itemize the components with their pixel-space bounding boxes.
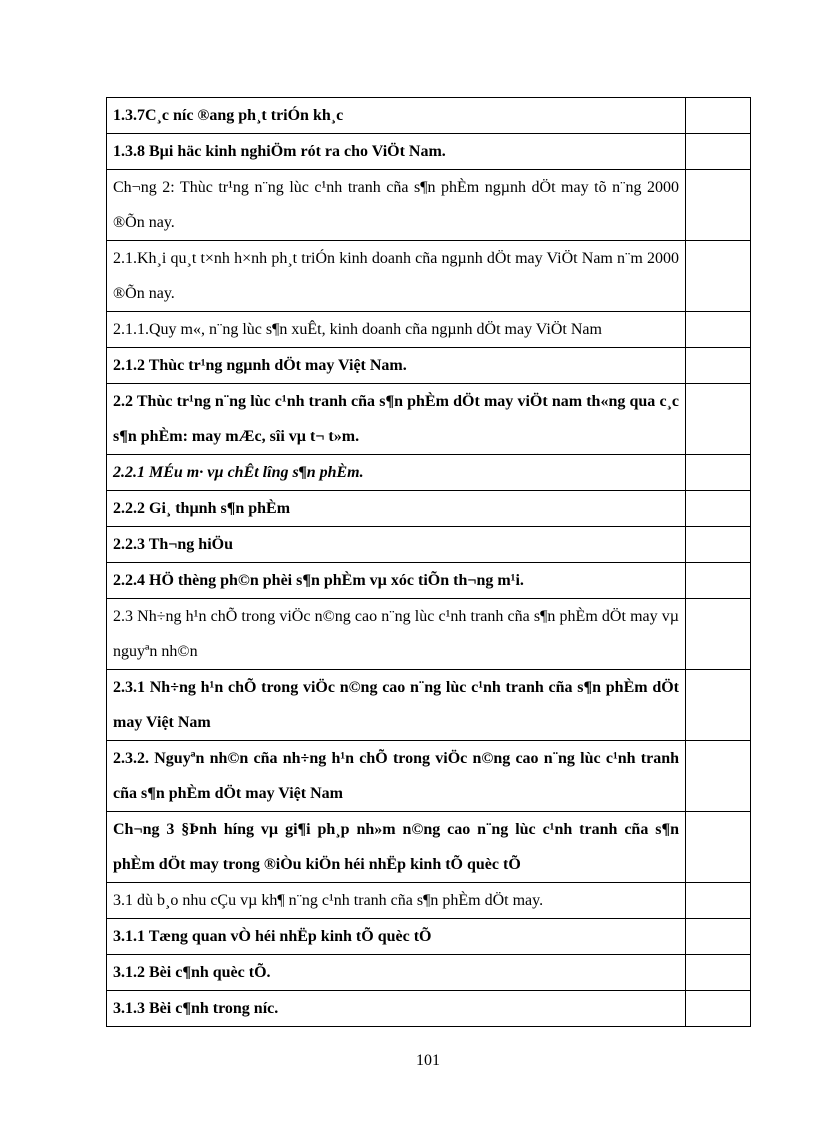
toc-entry-title: 2.1.1.Quy m«, n¨ng lùc s¶n xuÊt, kinh doanh cña ngµnh dÖt may ViÖt Nam bbox=[107, 312, 686, 348]
toc-entry-page bbox=[686, 812, 751, 883]
table-of-contents bbox=[106, 97, 751, 1027]
table-row bbox=[107, 991, 751, 1027]
table-row bbox=[107, 599, 751, 670]
toc-entry-page bbox=[686, 741, 751, 812]
toc-entry-page bbox=[686, 919, 751, 955]
table-row bbox=[107, 312, 751, 348]
toc-entry-page bbox=[686, 312, 751, 348]
toc-entry-title: 3.1 dù b¸o nhu cÇu vµ kh¶ n¨ng c¹nh tranh cña s¶n phÈm dÖt may. bbox=[107, 883, 686, 919]
table-row bbox=[107, 241, 751, 312]
toc-entry-title: 2.2.1 MÉu m· vµ chÊt lîng s¶n phÈm. bbox=[107, 455, 686, 491]
toc-entry-page bbox=[686, 241, 751, 312]
table-row bbox=[107, 955, 751, 991]
page-number: 101 bbox=[416, 1052, 440, 1069]
toc-entry-title: 2.3 Nh÷ng h¹n chÕ trong viÖc n©ng cao n¨ng lùc c¹nh tranh cña s¶n phÈm dÖt may vµ nguyªn nh©n bbox=[107, 599, 686, 670]
table-row bbox=[107, 455, 751, 491]
toc-entry-title: 1.3.8 Bµi häc kinh nghiÖm rót ra cho ViÖt Nam. bbox=[107, 134, 686, 170]
toc-entry-title: 1.3.7C¸c níc ®ang ph¸t triÓn kh¸c bbox=[107, 98, 686, 134]
toc-entry-page bbox=[686, 563, 751, 599]
toc-entry-title: 3.1.3 Bèi c¶nh trong níc. bbox=[107, 991, 686, 1027]
toc-entry-page bbox=[686, 991, 751, 1027]
toc-entry-title: 2.2 Thùc tr¹ng n¨ng lùc c¹nh tranh cña s¶n phÈm dÖt may viÖt nam th«ng qua c¸c s¶n phÈm: may mÆc, sîi vµ t¬ t»m. bbox=[107, 384, 686, 455]
toc-entry-title: 2.1.Kh¸i qu¸t t×nh h×nh ph¸t triÓn kinh doanh cña ngµnh dÖt may ViÖt Nam n¨m 2000 ®Õn nay. bbox=[107, 241, 686, 312]
table-row bbox=[107, 741, 751, 812]
table-row bbox=[107, 134, 751, 170]
toc-entry-title: 2.1.2 Thùc tr¹ng ngµnh dÖt may Việt Nam. bbox=[107, 348, 686, 384]
toc-entry-page bbox=[686, 527, 751, 563]
toc-entry-page bbox=[686, 455, 751, 491]
toc-entry-page bbox=[686, 599, 751, 670]
toc-entry-title: 2.2.2 Gi¸ thµnh s¶n phÈm bbox=[107, 491, 686, 527]
toc-entry-page bbox=[686, 384, 751, 455]
toc-entry-title: 2.3.2. Nguyªn nh©n cña nh÷ng h¹n chÕ trong viÖc n©ng cao n¨ng lùc c¹nh tranh cña s¶n phÈm dÖt may Việt Nam bbox=[107, 741, 686, 812]
table-row bbox=[107, 491, 751, 527]
table-row bbox=[107, 883, 751, 919]
table-row bbox=[107, 527, 751, 563]
table-row bbox=[107, 563, 751, 599]
toc-entry-page bbox=[686, 491, 751, 527]
table-row bbox=[107, 384, 751, 455]
table-row bbox=[107, 670, 751, 741]
toc-entry-title: 2.2.3 Th¬ng hiÖu bbox=[107, 527, 686, 563]
toc-entry-page bbox=[686, 883, 751, 919]
toc-entry-page bbox=[686, 348, 751, 384]
toc-entry-title: Ch¬ng 2: Thùc tr¹ng n¨ng lùc c¹nh tranh cña s¶n phÈm ngµnh dÖt may tõ n¨ng 2000 ®Õn nay. bbox=[107, 170, 686, 241]
toc-entry-page bbox=[686, 98, 751, 134]
table-row bbox=[107, 348, 751, 384]
toc-entry-title: 3.1.2 Bèi c¶nh quèc tÕ. bbox=[107, 955, 686, 991]
toc-entry-title: Ch¬ng 3 §Þnh híng vµ gi¶i ph¸p nh»m n©ng cao n¨ng lùc c¹nh tranh cña s¶n phÈm dÖt may trong ®iÒu kiÖn héi nhËp kinh tÕ quèc tÕ bbox=[107, 812, 686, 883]
toc-body bbox=[107, 98, 751, 1027]
table-row bbox=[107, 98, 751, 134]
toc-entry-title: 2.2.4 HÖ thèng ph©n phèi s¶n phÈm vµ xóc tiÕn th¬ng m¹i. bbox=[107, 563, 686, 599]
toc-entry-title: 3.1.1 Tæng quan vÒ héi nhËp kinh tÕ quèc tÕ bbox=[107, 919, 686, 955]
toc-entry-page bbox=[686, 134, 751, 170]
toc-entry-title: 2.3.1 Nh÷ng h¹n chÕ trong viÖc n©ng cao n¨ng lùc c¹nh tranh cña s¶n phÈm dÖt may Việt Nam bbox=[107, 670, 686, 741]
table-row bbox=[107, 919, 751, 955]
toc-entry-page bbox=[686, 170, 751, 241]
toc-entry-page bbox=[686, 670, 751, 741]
table-row bbox=[107, 812, 751, 883]
table-row bbox=[107, 170, 751, 241]
toc-entry-page bbox=[686, 955, 751, 991]
